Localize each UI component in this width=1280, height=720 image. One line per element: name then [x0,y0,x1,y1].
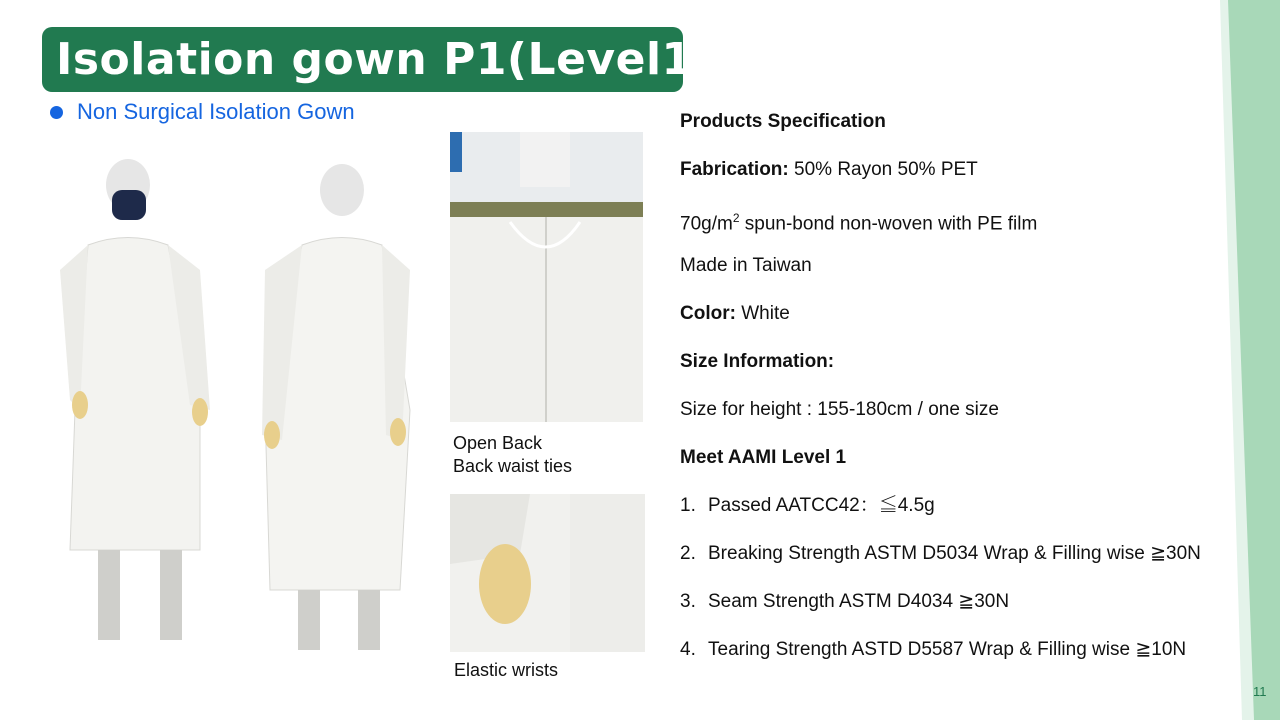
spec-heading [680,110,1240,158]
list-item-text: Passed AATCC42：≦4.5g [708,495,935,516]
spec-size-info-text: Size Information: [680,351,835,372]
product-specification [680,110,1240,686]
spec-color [680,302,1240,350]
subtitle-row [50,99,355,125]
spec-weight-prefix: 70g/m [680,213,733,235]
list-item [680,542,1240,590]
spec-fabrication [680,158,1240,206]
list-item-text: Breaking Strength ASTM D5034 Wrap & Filling wise ≧30N [708,543,1201,564]
spec-color-value: White [735,303,790,324]
spec-fabrication-label: Fabrication: [680,159,789,180]
gown-front-photo [50,150,430,670]
list-item [680,638,1240,686]
page-number: 11 [1253,684,1267,699]
caption-open-back-line2: Back waist ties [453,456,573,476]
list-item-number: 1. [680,495,696,516]
spec-aami-text: Meet AAMI Level 1 [680,447,847,468]
spec-weight [680,206,1240,254]
subtitle: Non Surgical Isolation Gown [77,99,355,124]
list-item-number: 2. [680,543,696,564]
gown-wrist-photo [450,494,645,652]
list-item-text: Seam Strength ASTM D4034 ≧30N [708,591,1010,612]
list-item-text: Tearing Strength ASTD D5587 Wrap & Filling wise ≧10N [708,639,1187,660]
spec-fabrication-value: 50% Rayon 50% PET [788,159,978,180]
spec-aami [680,446,1240,494]
caption-elastic-wrists: Elastic wrists [454,660,559,680]
list-item-number: 4. [680,639,696,660]
spec-heading-text: Products Specification [680,111,886,132]
spec-color-label: Color: [680,303,736,324]
spec-weight-sup: 2 [732,211,740,225]
title-banner [42,27,714,92]
list-item-number: 3. [680,591,696,612]
spec-size-info [680,350,1240,398]
list-item [680,590,1240,638]
page-title: Isolation gown P1(Level1) [56,34,714,85]
list-item [680,494,1240,542]
gown-back-photo [450,132,643,422]
caption-open-back [453,432,572,478]
bullet-icon [50,106,63,119]
spec-size-height: Size for height : 155-180cm / one size [680,399,999,420]
spec-weight-suffix: spun-bond non-woven with PE film [739,213,1038,235]
spec-made-in: Made in Taiwan [680,255,812,276]
caption-open-back-line1: Open Back [453,433,543,453]
